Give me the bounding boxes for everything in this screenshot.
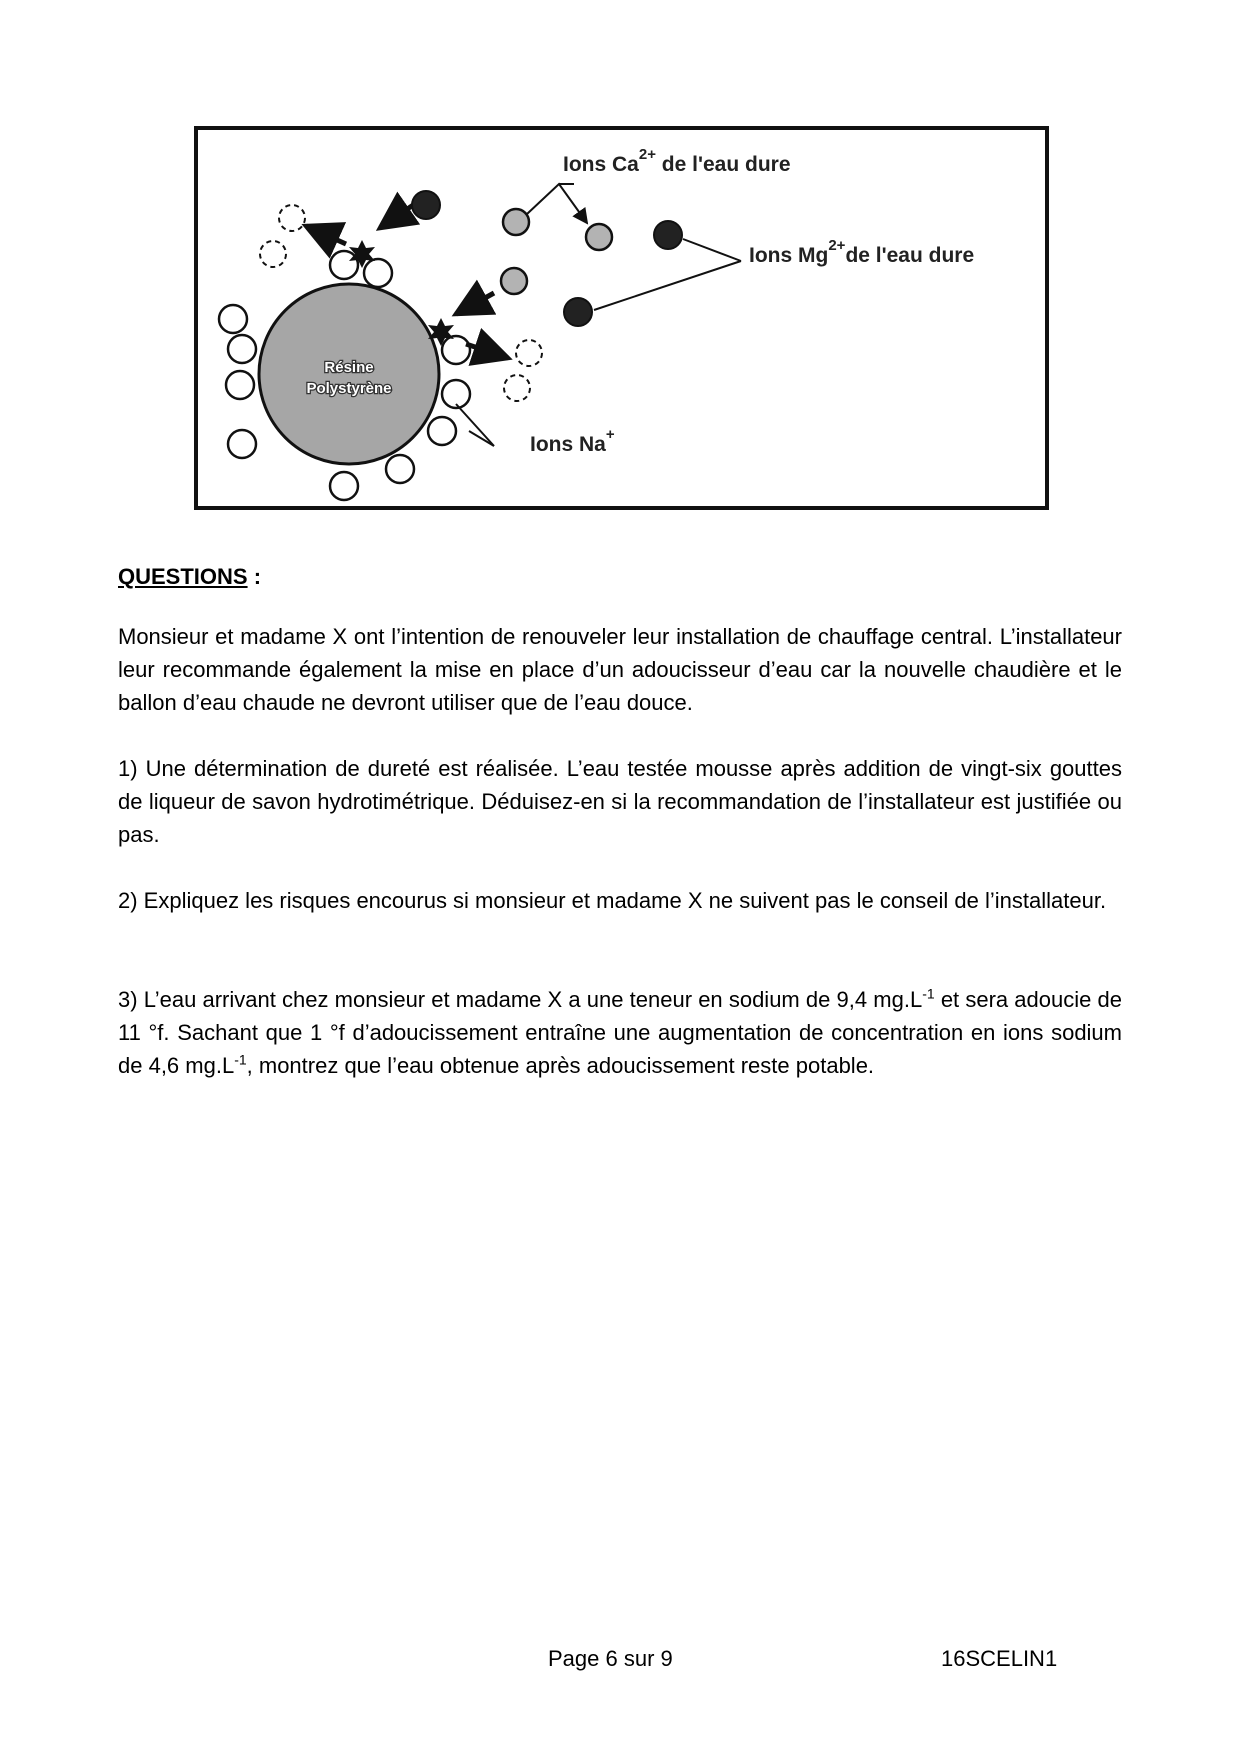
na-ion	[219, 305, 247, 333]
na-ion	[228, 335, 256, 363]
released-na-ion	[279, 205, 305, 231]
mg-ion	[654, 221, 682, 249]
released-na-ion	[516, 340, 542, 366]
na-ion	[386, 455, 414, 483]
na-ion	[330, 251, 358, 279]
ca-ion	[503, 209, 529, 235]
resin-label-1: Résine	[324, 359, 374, 376]
mg-ion	[412, 191, 440, 219]
released-na-ion	[260, 241, 286, 267]
na-ion	[330, 472, 358, 500]
na-ion	[228, 430, 256, 458]
question-3-part2: et sera adoucie de 11 °f. Sachant que 1 °f d’adoucissement entraîne une augmentation de concentration en ions sodium de 4,6 mg.L	[118, 987, 1122, 1078]
ca-ion	[501, 268, 527, 294]
ca-ion	[586, 224, 612, 250]
na-ion	[442, 336, 470, 364]
ion-exchange-figure	[194, 126, 1049, 510]
na-ion	[364, 259, 392, 287]
ca-ion-label: Ions $Ca^{2+}$ de l'eau dure	[563, 146, 791, 176]
question-3-part3: , montrez que l’eau obtenue après adoucissement reste potable.	[246, 1053, 875, 1078]
na-ion	[428, 417, 456, 445]
intro-paragraph: Monsieur et madame X ont l’intention de renouveler leur installation de chauffage central. L’installateur leur recommande également la mise en place d’un adoucisseur d’eau car la nouvelle chaudière et le ballon d’eau chaude ne devront utiliser que de l’eau douce.	[118, 624, 1122, 715]
question-3-sup1: -1	[922, 985, 935, 1002]
question-3-part1: 3) L’eau arrivant chez monsieur et madame X a une teneur en sodium de 9,4 mg.L	[118, 987, 923, 1012]
question-3-sup2: -1	[234, 1051, 247, 1068]
released-na-ion	[504, 375, 530, 401]
mg-ion-label: Ions $Mg^{2+}de$ l'eau dure	[749, 237, 975, 267]
questions-heading-colon: :	[247, 564, 262, 589]
page-number: Page 6 sur 9	[548, 1646, 673, 1671]
na-ion-label: Ions Na+	[530, 426, 615, 456]
mg-ion	[564, 298, 592, 326]
na-ion	[226, 371, 254, 399]
questions-heading	[118, 564, 261, 590]
na-ion	[442, 380, 470, 408]
question-1: 1) Une détermination de dureté est réalisée. L’eau testée mousse après addition de vingt-six gouttes de liqueur de savon hydrotimétrique. Déduisez-en si la recommandation de l’installateur est justifiée ou pas.	[118, 756, 1122, 847]
document-code: 16SCELIN1	[941, 1646, 1058, 1671]
questions-heading-text: QUESTIONS	[118, 564, 248, 589]
question-3	[118, 983, 1122, 1082]
resin-label-2: Polystyrène	[306, 380, 392, 397]
question-2: 2) Expliquez les risques encourus si monsieur et madame X ne suivent pas le conseil de l’installateur.	[118, 888, 1107, 913]
